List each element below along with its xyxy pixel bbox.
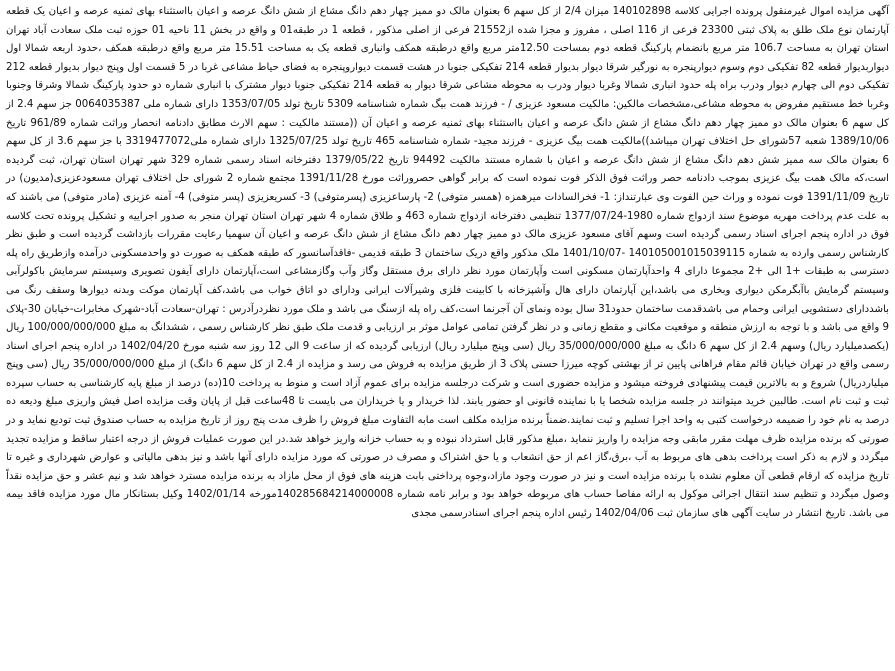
notice-body-text: آگهی مزایده اموال غیرمنقول پرونده اجرایی کلاسه 140102898 میزان 2/4 از کل سهم 6 بعنوان مالک دو ممیز چهار دهم دانگ مشاع از شش دانگ عرصه و اعیان بااستثناء بهای ثمنیه عرصه و اعیان یک قطعه آپارتمان نوع ملک طلق به پلاک ثبتی 23300 فرعی از 116 اصلی ، مفروز و مجزا شده از21552 فرعی از اصلی مذکور ، قطعه 1 در طبقه01 و واقع در بخش 11 ناحیه 01 حوزه ثبت ملک سعادت آباد تهران استان تهران به مساحت 106.7 متر مربع بانضمام پارکینگ قطعه دوم بمساحت 12.50متر مربع واقع درطبقه همکف وانباری قطعه یک به مساحت 15.51 متر مربع واقع درطبقه همکف ،حدود اربعه شمالا اول دیواربدیوار قطعه 82 تفکیکی دوم وسوم دیوارپنجره به نورگیر شرقا دیوار بدیوار قطعه 214 تفکیکی جنوبا در هشت قسمت دیواروپنجره به فضای حیاط مشاعی غربا در 5 قسمت اول وپنج دیوار بدیوار قطعه 212 تفکیکی دوم الی چهارم دیوار ودرب براه پله حدود انباری شمالا وغربا دیوار ودرب به محوطه مشاعی شرقا دیوار به قطعه 214 تفکیکی جنوبا دیوار مشترک با انباری شماره دو حدود پارکینگ شمالا وشرقا وجنوبا وغربا خط مستقیم مفروض به محوطه مشاعی،مشخصات مالکین: مالکیت مسعود عزیزی / - فرزند همت بیگ شماره شناسنامه 5309 تاریخ تولد 1353/07/05 دارای شماره ملی 0064035387 جز سهم 2.4 از کل سهم 6 بعنوان مالک دو ممیز چهار دهم دانگ مشاع از شش دانگ عرصه و اعیان بااستثناء بهای ثمنیه عرصه و اعیان آن ((مستند مالکیت : سهم الارث مطابق دادنامه انحصار وراثت شماره 961/89 تاریخ 1389/10/06 شعبه 57شورای حل اختلاف تهران میباشد))مالکیت همت بیگ عزیزی - فرزند مجید- شماره شناسنامه 465 تاریخ تولد 1325/07/25 دارای شماره ملی3319477072 با جز سهم 3.6 از کل سهم 6 بعنوان مالک سه ممیز شش دهم دانگ مشاع از شش دانگ عرصه و اعیان با شماره مستند مالکیت 94492 تاریخ 1379/05/22 دفترخانه اسناد رسمی شماره 329 شهر تهران استان تهران، ثبت گردیده است،که مالک همت بیگ عزیزی بموجب دادنامه حصر وراثت فوق الذکر فوت نموده است که برابر گواهی حصروراثت مورخ 1391/11/28 مجتمع شماره 2 شورای حل اختلاف تهران مسعودعزیزی(مدیون) در تاریخ 1391/11/09 فوت نموده و وراث حین الفوت وی عبارتنداز: 1- فخرالسادات میرهمزه (همسر متوفی) 2- پارساعزیزی (پسرمتوفی) 3- کسریعزیزی (پسر متوفی) 4- آمنه عزیزی (مادر متوفی) می باشند که به علت عدم پرداخت مهریه موضوع سند ازدواج شماره 1980-1377/07/24 تنظیمی دفترخانه ازدواج شماره 463 و طلاق شماره 4 شهر تهران استان تهران منجر به صدور اجراییه و تشکیل پرونده تحت کلاسه فوق در اداره پنجم اجرای اسناد رسمی گردیده است وسهم آقای مسعود عزیزی مالک دو ممیز چهار دهم دانگ مشاع از شش دانگ عرصه و اعیان آن سهمیا رعایت مقررات بازداشت گردیده است و طبق نظر کارشناس رسمی وارده به شماره 140105001015039115 -1401/10/07 ملک مذکور واقع دریک ساختمان 3 طبقه قدیمی -فاقدآسانسور که طبقه همکف به صورت دو واحدمسکونی درآمده وازطریق راه پله دسترسی به طبقات +1 الی +2 مجموعا دارای 4 واحدآپارتمان مسکونی است وآپارتمان مورد نظر دارای برق مستقل وگاز وآب وگازمشاعی است،آپارتمان دارای آیفون تصویری وسیستم سرمایش باکولرآبی وسیستم گرمایش باآبگرمکن دیواری وبخاری می باشد،این آپارتمان دارای هال وآشپزخانه با کابینت فلزی وشیرآلات ایرانی ودارای دو اتاق خواب می باشد،کف آپارتمان موکت وبدنه دیوارها وسقف رنگ می باشددارای دستشویی ایرانی وحمام می باشدقدمت ساختمان حدود31 سال بوده ونمای آن آجرنما است،کف راه پله ازسنگ می باشد و ملک مورد نظردرآدرس : تهران-سعادت آباد-شهرک مخابرات-خیابان 30-پلاک 9 واقع می باشد و با توجه به ارزش منطقه و موقعیت مکانی و مقطع زمانی و در نظر گرفتن تمامی عوامل موثر بر ارزیابی و قدمت ملک طبق نظر کارشناس رسمی ، ششدانگ به مبلغ 100/000/000/000 ریال (یکصدمیلیارد ریال) وسهم 2.4 از کل سهم 6 دانگ به مبلغ 35/000/000/000 ریال (سی وپنج میلیارد ریال) ارزیابی گردیده که از ساعت 9 الی 12 روز سه شنبه مورخ 1402/04/20 در اداره پنجم اجرای اسناد رسمی واقع در تهران خیابان قائم مقام فراهانی پایین تر از بهشتی کوچه میرزا حسنی پلاک 3 از طریق مزایده به فروش می رسد و مزایده از 2.4 از کل سهم 6 دانگ) از مبلغ 35/000/000/000 ریال (سی وپنج میلیاردریال) شروع و به بالاترین قیمت پیشنهادی فروخته میشود و مزایده حضوری است و شرکت درجلسه مزایده برای عموم آزاد است و منوط به پرداخت 10(ده) درصد از مبلغ پایه کارشناسی به حساب سپرده ثبت و ثبت نام است. طالبین خرید میتوانند در جلسه مزایده شخصا یا با نماینده قانونی او حضور یابند. لذا خریدار و یا خریداران می بایست تا 48ساعت قبل از پایان وقت مزایده اصل فیش واریزی مبلغ ودیعه ده درصد به نام خود را ضمیمه درخواست کتبی به واحد اجرا تسلیم و ثبت نمایند.ضمناً برنده مزایده مکلف است مابه التفاوت مبلغ فروش را ظرف مدت پنج روز از تاریخ مزایده به حساب صندوق ثبت تودیع نماید و در صورتی که برنده مزایده ظرف مهلت مقرر مابقی وجه مزایده را واریز ننماید ،مبلغ مذکور قابل استرداد نبوده و به حساب خزانه واریز خواهد شد.در این صورت عملیات فروش از درجه اعتبار ساقط و مزایده تجدید میگردد و لازم به ذکر است پرداخت بدهی های مربوط به آب ،برق،گاز اعم از حق انشعاب و یا حق اشتراک و مصرف در صورتی که مورد مزایده دارای آنها باشد و نیز بدهی مالیاتی و عوارض شهرداری و غیره تا تاریخ مزایده که ارقام قطعی آن معلوم نشده با برنده مزایده است و نیز در صورت وجود مازاد،وجوه پرداختی بابت هزینه های فوق از محل مازاد به برنده مزایده مسترد خواهد شد و نیم عشر و حق مزایده نقداً وصول میگردد و تنظیم سند انتقال اجرائی موکول به ارائه مفاصا حساب های مربوطه خواهد بود و برابر نامه شماره 140285684214000008مورخه 1402/01/14 وکیل بستانکار مال مورد مزایده فاقد بیمه می باشد. تاریخ انتشار در سایت آگهی های سازمان ثبت 1402/04/06 رئیس اداره پنجم اجرای اسنادرسمی مجدی <box>6 6 890 520</box>
